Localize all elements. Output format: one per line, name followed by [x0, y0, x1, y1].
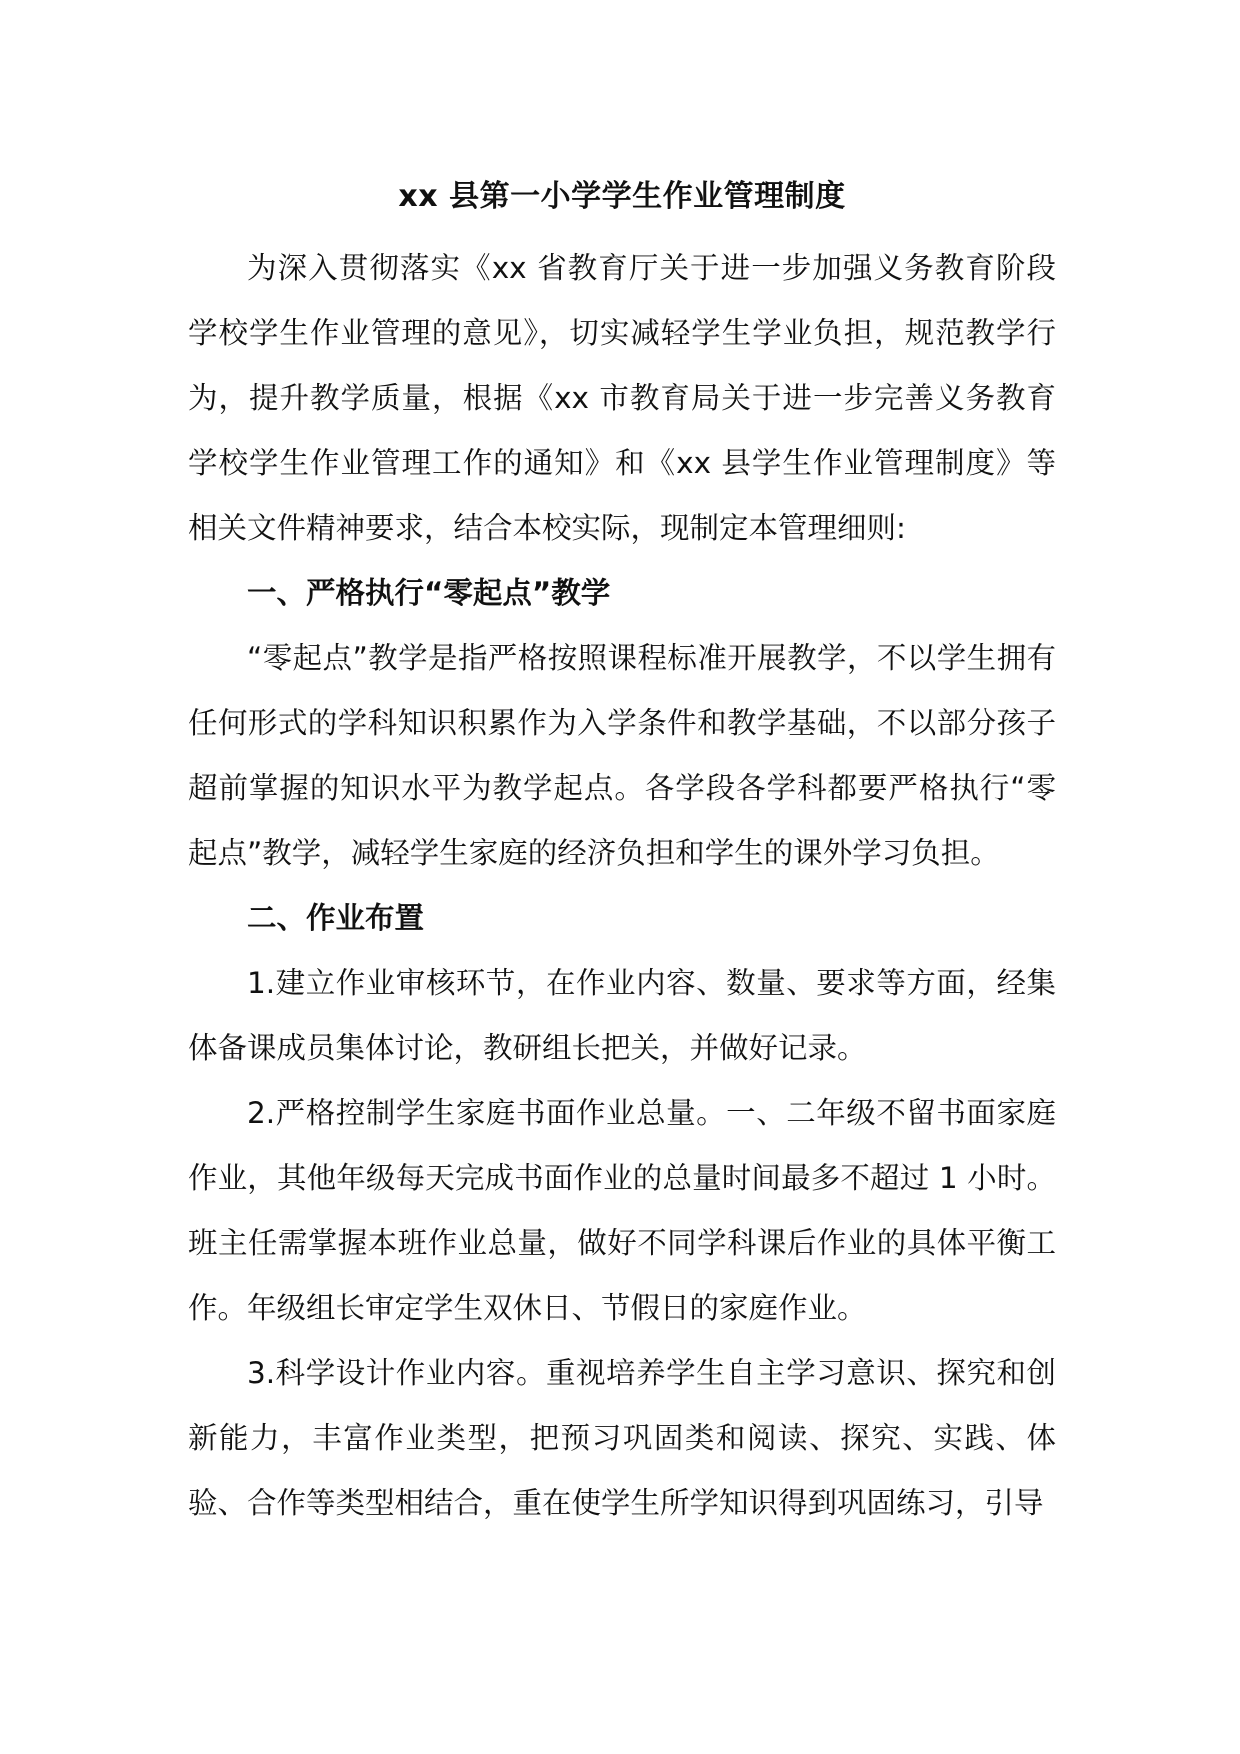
section-1-heading: 一、严格执行“零起点”教学	[247, 576, 611, 610]
document-title: xx 县第一小学学生作业管理制度	[398, 179, 846, 214]
section-2-item-2: 2.严格控制学生家庭书面作业总量。一、二年级不留书面家庭作业，其他年级每天完成书面作业的总量时间最多不超过 1 小时。班主任需掌握本班作业总量，做好不同学科课后作业的具体平衡工作。年级组长审定学生双休日、节假日的家庭作业。	[188, 1096, 1056, 1325]
section-1-paragraph: “零起点”教学是指严格按照课程标准开展教学，不以学生拥有任何形式的学科知识积累作为入学条件和教学基础，不以部分孩子超前掌握的知识水平为教学起点。各学段各学科都要严格执行“零起点”教学，减轻学生家庭的经济负担和学生的课外学习负担。	[188, 641, 1056, 870]
section-2-item-1: 1.建立作业审核环节，在作业内容、数量、要求等方面，经集体备课成员集体讨论，教研组长把关，并做好记录。	[188, 966, 1056, 1065]
section-2-item-3: 3.科学设计作业内容。重视培养学生自主学习意识、探究和创新能力，丰富作业类型，把预习巩固类和阅读、探究、实践、体验、合作等类型相结合，重在使学生所学知识得到巩固练习，引导	[188, 1356, 1056, 1520]
document-page	[188, 172, 1056, 1536]
intro-paragraph: 为深入贯彻落实《xx 省教育厅关于进一步加强义务教育阶段学校学生作业管理的意见》，切实减轻学生学业负担，规范教学行为，提升教学质量，根据《xx 市教育局关于进一步完善义务教育学校学生作业管理工作的通知》和《xx 县学生作业管理制度》等相关文件精神要求，结合本校实际，现制定本管理细则:	[188, 251, 1056, 545]
section-2-heading: 二、作业布置	[247, 901, 425, 935]
